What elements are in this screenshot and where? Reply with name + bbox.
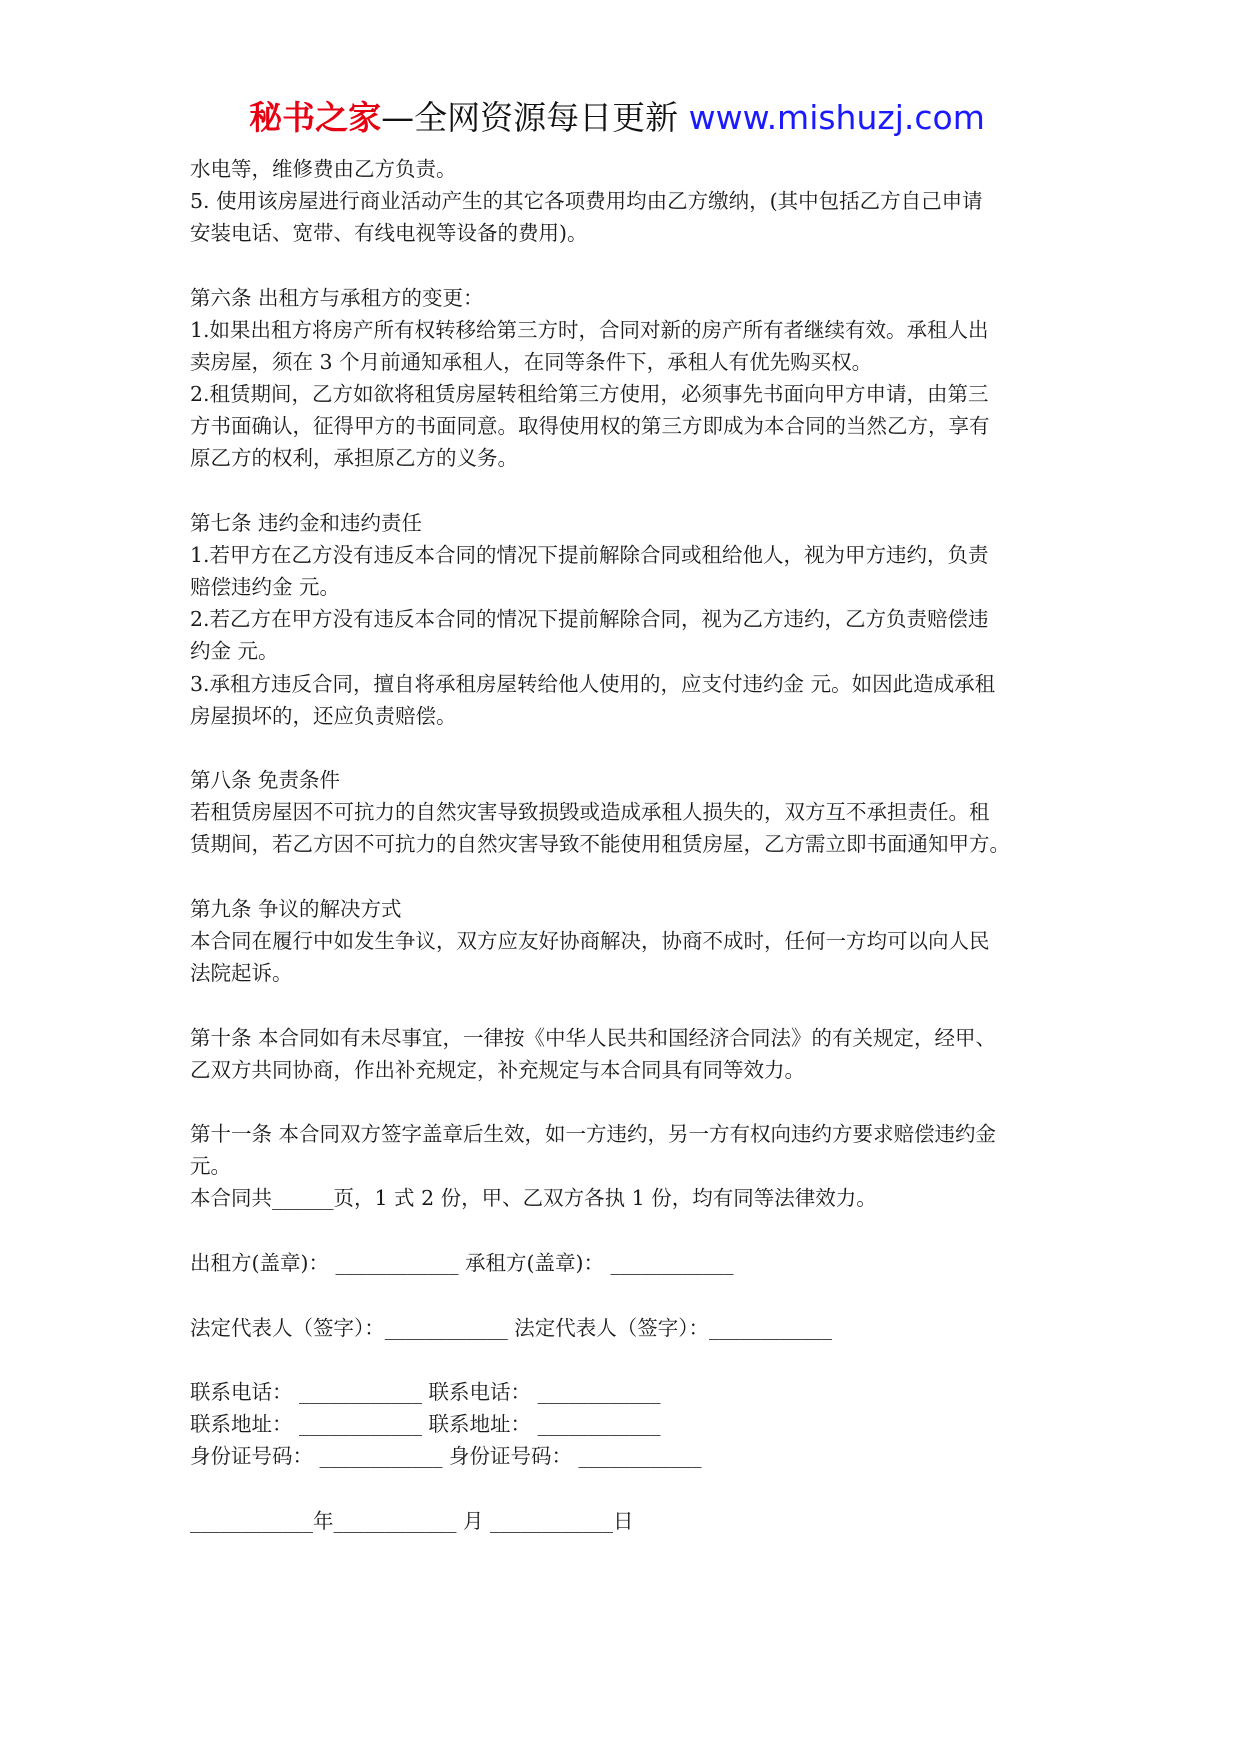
text-line: 5. 使用该房屋进行商业活动产生的其它各项费用均由乙方缴纳，(其中包括乙方自己申请 bbox=[190, 189, 983, 213]
text-line: 水电等，维修费由乙方负责。 bbox=[190, 157, 457, 181]
text-line: 本合同在履行中如发生争议，双方应友好协商解决，协商不成时，任何一方均可以向人民 bbox=[190, 929, 990, 953]
section-heading: 第八条 免责条件 bbox=[190, 768, 341, 792]
id-number-line: 身份证号码： ____________ 身份证号码： ____________ bbox=[190, 1444, 702, 1468]
text-line: 第十一条 本合同双方签字盖章后生效，如一方违约，另一方有权向违约方要求赔偿违约金 bbox=[190, 1122, 997, 1146]
text-line: 3.承租方违反合同，擅自将承租房屋转给他人使用的，应支付违约金 元。如因此造成承租 bbox=[190, 672, 996, 696]
text-line: 房屋损坏的，还应负责赔偿。 bbox=[190, 704, 457, 728]
signature-legal-representative: 法定代表人（签字）：____________ 法定代表人（签字）：____________ bbox=[190, 1316, 833, 1340]
text-line: 元。 bbox=[190, 1154, 231, 1178]
contact-phone-line: 联系电话： ____________ 联系电话： ____________ bbox=[190, 1380, 661, 1404]
text-line: 原乙方的权利，承担原乙方的义务。 bbox=[190, 446, 518, 470]
date-line: ____________年____________ 月 ____________日 bbox=[190, 1509, 634, 1533]
text-line: 本合同共______页，1 式 2 份，甲、乙双方各执 1 份，均有同等法律效力。 bbox=[190, 1186, 877, 1210]
text-line: 赁期间，若乙方因不可抗力的自然灾害导致不能使用租赁房屋，乙方需立即书面通知甲方。 bbox=[190, 832, 1010, 856]
text-line: 1.若甲方在乙方没有违反本合同的情况下提前解除合同或租给他人，视为甲方违约，负责 bbox=[190, 543, 989, 567]
site-banner bbox=[0, 96, 1234, 140]
text-line: 第十条 本合同如有未尽事宜，一律按《中华人民共和国经济合同法》的有关规定，经甲、 bbox=[190, 1026, 997, 1050]
brand-name: 秘书之家 bbox=[249, 98, 382, 137]
contact-address-line: 联系地址： ____________ 联系地址： ____________ bbox=[190, 1412, 661, 1436]
section-heading: 第六条 出租方与承租方的变更： bbox=[190, 286, 484, 310]
section-heading: 第七条 违约金和违约责任 bbox=[190, 511, 423, 535]
text-line: 法院起诉。 bbox=[190, 961, 293, 985]
text-line: 2.租赁期间，乙方如欲将租赁房屋转租给第三方使用，必须事先书面向甲方申请，由第三 bbox=[190, 382, 989, 406]
banner-slogan: —全网资源每日更新 bbox=[381, 98, 689, 137]
text-line: 赔偿违约金 元。 bbox=[190, 575, 341, 599]
text-line: 1.如果出租方将房产所有权转移给第三方时，合同对新的房产所有者继续有效。承租人出 bbox=[190, 318, 989, 342]
text-line: 卖房屋，须在 3 个月前通知承租人，在同等条件下，承租人有优先购买权。 bbox=[190, 350, 873, 374]
text-line: 乙双方共同协商，作出补充规定，补充规定与本合同具有同等效力。 bbox=[190, 1058, 805, 1082]
site-url-link[interactable]: www.mishuzj.com bbox=[688, 98, 985, 137]
text-line: 2.若乙方在甲方没有违反本合同的情况下提前解除合同，视为乙方违约，乙方负责赔偿违 bbox=[190, 607, 989, 631]
text-line: 若租赁房屋因不可抗力的自然灾害导致损毁或造成承租人损失的，双方互不承担责任。租 bbox=[190, 800, 990, 824]
signature-lessor-lessee: 出租方(盖章)： ____________ 承租方(盖章)： ____________ bbox=[190, 1251, 734, 1275]
text-line: 安装电话、宽带、有线电视等设备的费用)。 bbox=[190, 221, 588, 245]
text-line: 方书面确认，征得甲方的书面同意。取得使用权的第三方即成为本合同的当然乙方，享有 bbox=[190, 414, 990, 438]
text-line: 约金 元。 bbox=[190, 639, 279, 663]
section-heading: 第九条 争议的解决方式 bbox=[190, 897, 402, 921]
